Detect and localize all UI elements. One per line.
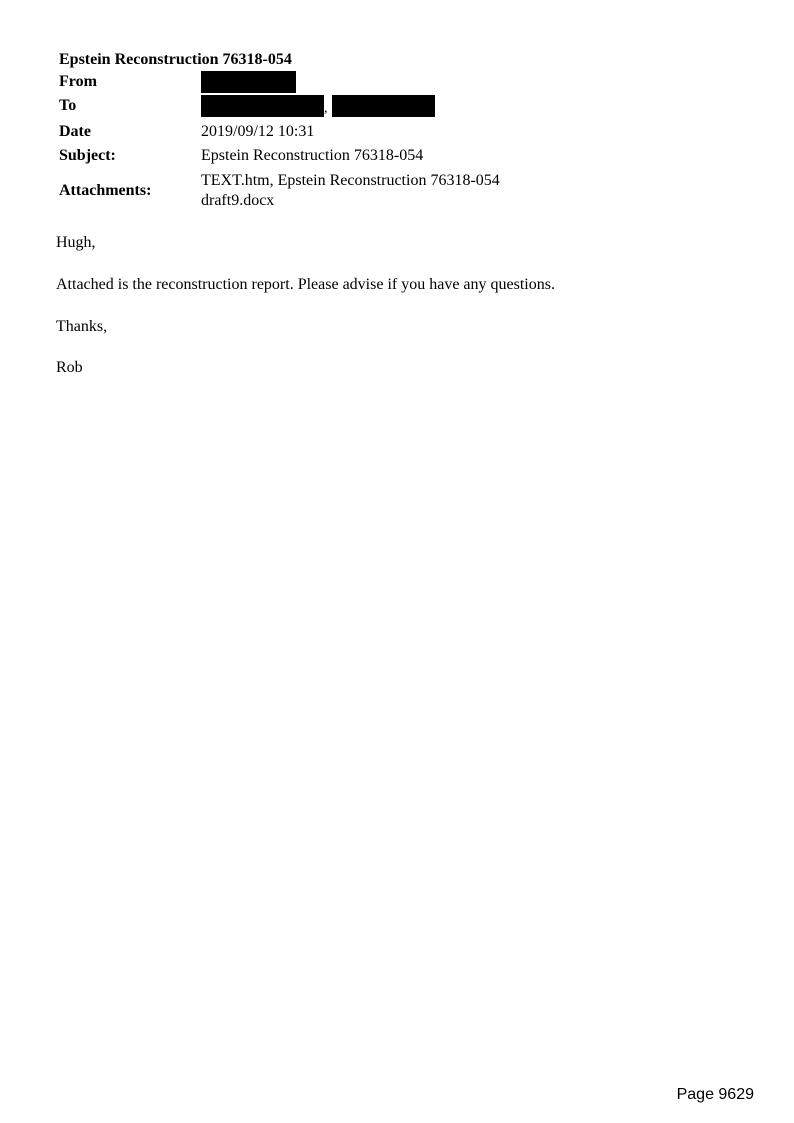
attachments-row — [59, 170, 619, 212]
date-value: 2019/09/12 10:31 — [201, 123, 315, 140]
page-number: Page 9629 — [676, 1086, 754, 1103]
email-title: Epstein Reconstruction 76318-054 — [59, 51, 292, 68]
subject-row — [59, 146, 619, 170]
date-label: Date — [59, 123, 91, 140]
email-message: Attached is the reconstruction report. Please advise if you have any questions. — [56, 276, 555, 293]
to-label: To — [59, 97, 77, 114]
email-greeting: Hugh, — [56, 234, 96, 251]
to-separator: , — [324, 101, 328, 116]
redaction-block-to-1 — [201, 95, 324, 117]
email-header-table — [59, 72, 619, 212]
to-row — [59, 96, 619, 122]
attachments-value — [201, 171, 619, 211]
email-closing: Thanks, — [56, 318, 108, 335]
from-value — [201, 72, 619, 93]
redaction-block-to-2 — [332, 95, 435, 117]
attachments-label: Attachments: — [59, 182, 152, 199]
attachments-line-2: draft9.docx — [201, 192, 275, 209]
from-row — [59, 72, 619, 96]
subject-value: Epstein Reconstruction 76318-054 — [201, 147, 424, 164]
from-label: From — [59, 73, 97, 90]
email-signature: Rob — [56, 359, 83, 376]
redaction-block-from — [201, 71, 296, 93]
date-row — [59, 122, 619, 146]
to-value — [201, 96, 619, 122]
attachments-line-1: TEXT.htm, Epstein Reconstruction 76318-054 — [201, 172, 500, 189]
subject-label: Subject: — [59, 147, 116, 164]
